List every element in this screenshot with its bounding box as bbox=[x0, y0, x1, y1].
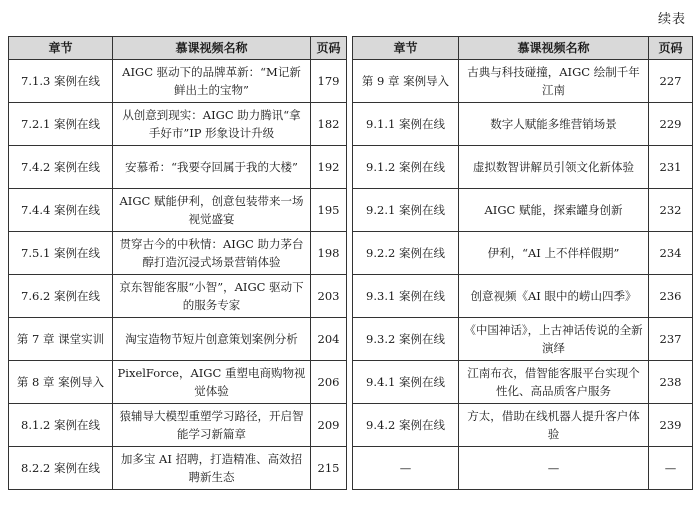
table-row bbox=[9, 404, 693, 447]
chapter-cell-right: 9.2.1 案例在线 bbox=[353, 189, 459, 232]
video-name-cell-left: 安慕希：“我要夺回属于我的大楼” bbox=[113, 146, 311, 189]
video-name-cell-right: 伊利，“AI 上不伴样假期” bbox=[459, 232, 649, 275]
page-number-cell-left: 203 bbox=[311, 275, 347, 318]
video-name-cell-left: 贯穿古今的中秋情：AIGC 助力茅台醇打造沉浸式场景营销体验 bbox=[113, 232, 311, 275]
video-name-cell-right: 数字人赋能多维营销场景 bbox=[459, 103, 649, 146]
table-row bbox=[9, 189, 693, 232]
table-row bbox=[9, 275, 693, 318]
page-number-cell-right: 234 bbox=[649, 232, 693, 275]
page-number-cell-right: 231 bbox=[649, 146, 693, 189]
page-number-cell-right: 237 bbox=[649, 318, 693, 361]
chapter-cell-right: 9.1.1 案例在线 bbox=[353, 103, 459, 146]
chapter-cell-right: 第 9 章 案例导入 bbox=[353, 60, 459, 103]
video-name-cell-right: 古典与科技碰撞，AIGC 绘制千年江南 bbox=[459, 60, 649, 103]
chapter-cell-right: 9.4.1 案例在线 bbox=[353, 361, 459, 404]
chapter-cell-right: 9.3.1 案例在线 bbox=[353, 275, 459, 318]
chapter-cell-right: 9.4.2 案例在线 bbox=[353, 404, 459, 447]
page-number-cell-right: 239 bbox=[649, 404, 693, 447]
page-number-cell-left: 204 bbox=[311, 318, 347, 361]
video-name-cell-right: 创意视频《AI 眼中的崂山四季》 bbox=[459, 275, 649, 318]
page-number-cell-left: 198 bbox=[311, 232, 347, 275]
video-name-cell-right: 虚拟数智讲解员引领文化新体验 bbox=[459, 146, 649, 189]
chapter-cell-left: 第 8 章 案例导入 bbox=[9, 361, 113, 404]
page-number-cell-right: 229 bbox=[649, 103, 693, 146]
chapter-cell-right: 9.3.2 案例在线 bbox=[353, 318, 459, 361]
mooc-video-index-table bbox=[8, 36, 693, 490]
video-name-cell-left: 京东智能客服“小智”，AIGC 驱动下的服务专家 bbox=[113, 275, 311, 318]
chapter-cell-right: — bbox=[353, 447, 459, 490]
page-number-cell-left: 179 bbox=[311, 60, 347, 103]
page-number-cell-right: 227 bbox=[649, 60, 693, 103]
page-number-cell-left: 192 bbox=[311, 146, 347, 189]
page-number-cell-left: 215 bbox=[311, 447, 347, 490]
chapter-cell-left: 7.4.2 案例在线 bbox=[9, 146, 113, 189]
page-number-cell-right: 238 bbox=[649, 361, 693, 404]
page-number-cell-left: 209 bbox=[311, 404, 347, 447]
chapter-cell-left: 第 7 章 课堂实训 bbox=[9, 318, 113, 361]
chapter-cell-left: 8.1.2 案例在线 bbox=[9, 404, 113, 447]
video-name-cell-left: AIGC 赋能伊利，创意包装带来一场视觉盛宴 bbox=[113, 189, 311, 232]
table-row bbox=[9, 447, 693, 490]
page-number-cell-left: 182 bbox=[311, 103, 347, 146]
page-number-cell-right: 236 bbox=[649, 275, 693, 318]
table-row bbox=[9, 318, 693, 361]
video-name-cell-right: 方太，借助在线机器人提升客户体验 bbox=[459, 404, 649, 447]
page-number-cell-left: 206 bbox=[311, 361, 347, 404]
table-row bbox=[9, 361, 693, 404]
table-header-row bbox=[9, 37, 693, 60]
chapter-cell-left: 7.4.4 案例在线 bbox=[9, 189, 113, 232]
chapter-cell-left: 7.6.2 案例在线 bbox=[9, 275, 113, 318]
video-name-cell-left: PixelForce，AIGC 重塑电商购物视觉体验 bbox=[113, 361, 311, 404]
chapter-cell-left: 8.2.2 案例在线 bbox=[9, 447, 113, 490]
header-chapter-right: 章节 bbox=[353, 37, 459, 60]
page-number-cell-right: 232 bbox=[649, 189, 693, 232]
continued-label: 续表 bbox=[657, 12, 686, 27]
chapter-cell-left: 7.1.3 案例在线 bbox=[9, 60, 113, 103]
video-name-cell-left: 淘宝造物节短片创意策划案例分析 bbox=[113, 318, 311, 361]
header-page-left: 页码 bbox=[311, 37, 347, 60]
video-name-cell-left: 猿辅导大模型重塑学习路径，开启智能学习新篇章 bbox=[113, 404, 311, 447]
table-row bbox=[9, 103, 693, 146]
chapter-cell-right: 9.1.2 案例在线 bbox=[353, 146, 459, 189]
video-name-cell-left: 加多宝 AI 招聘，打造精准、高效招聘新生态 bbox=[113, 447, 311, 490]
chapter-cell-left: 7.2.1 案例在线 bbox=[9, 103, 113, 146]
table-row bbox=[9, 60, 693, 103]
chapter-cell-left: 7.5.1 案例在线 bbox=[9, 232, 113, 275]
video-name-cell-right: — bbox=[459, 447, 649, 490]
table-row bbox=[9, 232, 693, 275]
table-row bbox=[9, 146, 693, 189]
header-video-name-right: 慕课视频名称 bbox=[459, 37, 649, 60]
video-name-cell-right: 江南布衣，借智能客服平台实现个性化、高品质客户服务 bbox=[459, 361, 649, 404]
header-chapter-left: 章节 bbox=[9, 37, 113, 60]
chapter-cell-right: 9.2.2 案例在线 bbox=[353, 232, 459, 275]
header-page-right: 页码 bbox=[649, 37, 693, 60]
video-name-cell-right: AIGC 赋能，探索罐身创新 bbox=[459, 189, 649, 232]
header-video-name-left: 慕课视频名称 bbox=[113, 37, 311, 60]
video-name-cell-right: 《中国神话》，上古神话传说的全新演绎 bbox=[459, 318, 649, 361]
video-name-cell-left: 从创意到现实：AIGC 助力腾讯“拿手好市”IP 形象设计升级 bbox=[113, 103, 311, 146]
video-name-cell-left: AIGC 驱动下的品牌革新：“M记新鲜出土的宝物” bbox=[113, 60, 311, 103]
page-number-cell-left: 195 bbox=[311, 189, 347, 232]
page-number-cell-right: — bbox=[649, 447, 693, 490]
